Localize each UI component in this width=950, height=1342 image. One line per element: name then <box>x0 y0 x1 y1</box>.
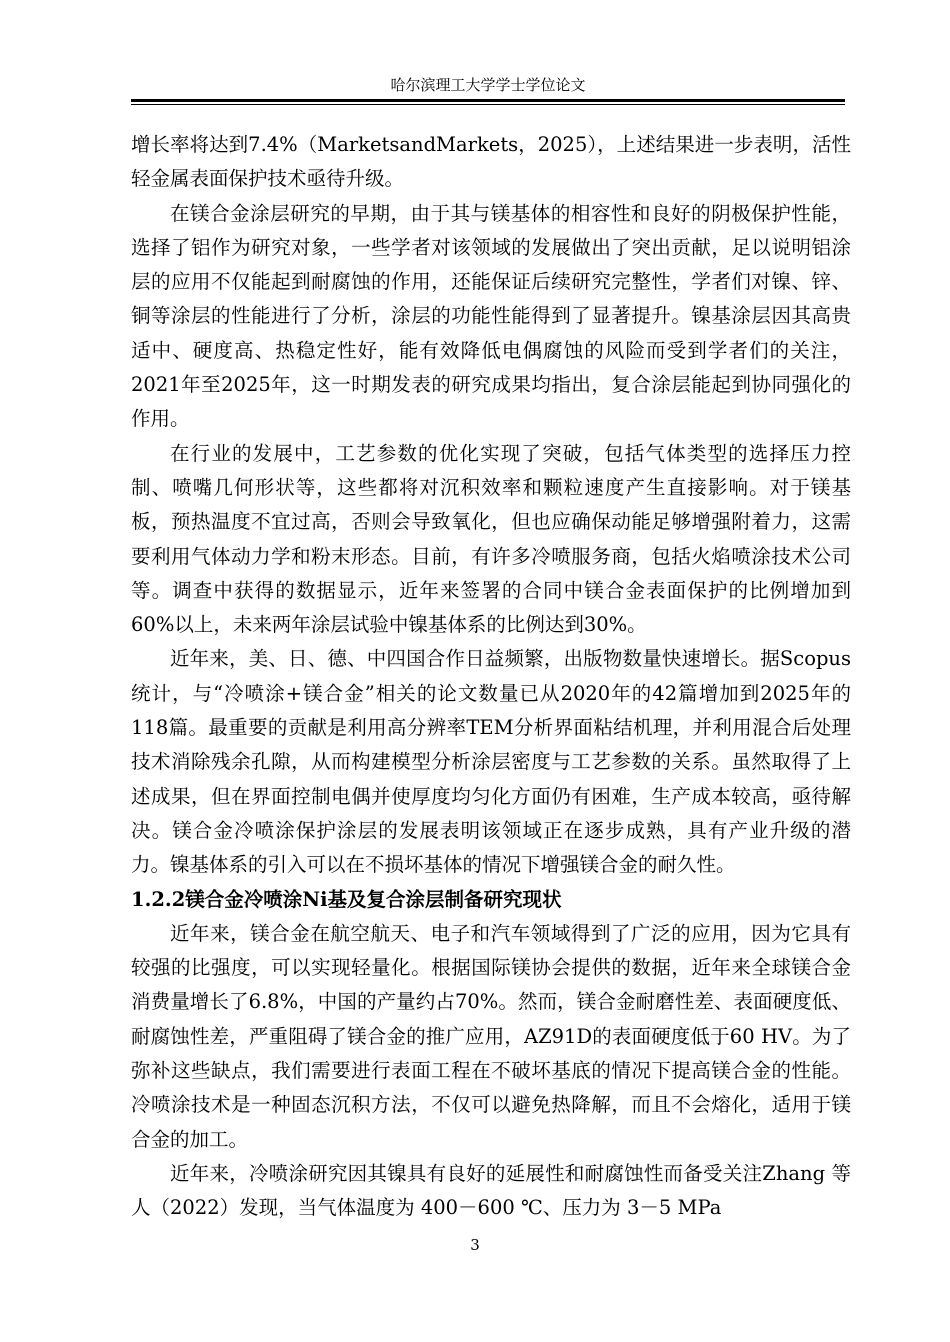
page-header-title: 哈尔滨理工大学学士学位论文 <box>390 76 586 94</box>
page-body <box>131 128 851 1226</box>
page-number: 3 <box>470 1236 480 1254</box>
header-rule-thin <box>131 104 845 105</box>
paragraph-6: 近年来，冷喷涂研究因其镍具有良好的延展性和耐腐蚀性而备受关注Zhang 等人（2022）发现，当气体温度为 400－600 ℃、压力为 3－5 MPa <box>131 1161 851 1220</box>
paragraph-5: 近年来，镁合金在航空航天、电子和汽车领域得到了广泛的应用，因为它具有较强的比强度，可以实现轻量化。根据国际镁协会提供的数据，近年来全球镁合金消费量增长了6.8%，中国的产量约占70%。然而，镁合金耐磨性差、表面硬度低、耐腐蚀性差，严重阻碍了镁合金的推广应用，AZ91D的表面硬度低于60 HV。为了弥补这些缺点，我们需要进行表面工程在不破坏基底的情况下提高镁合金的性能。冷喷涂技术是一种固态沉积方法，不仅可以避免热降解，而且不会熔化，适用于镁合金的加工。 <box>131 921 851 1151</box>
paragraph-1: 增长率将达到7.4%（MarketsandMarkets，2025），上述结果进一步表明，活性轻金属表面保护技术亟待升级。 <box>131 133 851 191</box>
paragraph-3: 在行业的发展中，工艺参数的优化实现了突破，包括气体类型的选择压力控制、喷嘴几何形状等，这些都将对沉积效率和颗粒速度产生直接影响。对于镁基板，预热温度不宜过高，否则会导致氧化，但也应确保动能足够增强附着力，这需要利用气体动力学和粉末形态。目前，有许多冷喷服务商，包括火焰喷涂技术公司等。调查中获得的数据显示，近年来签署的合同中镁合金表面保护的比例增加到60%以上，未来两年涂层试验中镍基体系的比例达到30%。 <box>131 441 851 637</box>
paragraph-4: 近年来，美、日、德、中四国合作日益频繁，出版物数量快速增长。据Scopus统计，与“冷喷涂+镁合金”相关的论文数量已从2020年的42篇增加到2025年的118篇。最重要的贡献是利用高分辨率TEM分析界面粘结机理，并利用混合后处理技术消除残余孔隙，从而构建模型分析涂层密度与工艺参数的关系。虽然取得了上述成果，但在界面控制电偶并使厚度均匀化方面仍有困难，生产成本较高，亟待解决。镁合金冷喷涂保护涂层的发展表明该领域正在逐步成熟，具有产业升级的潜力。镍基体系的引入可以在不损坏基体的情况下增强镁合金的耐久性。 <box>131 647 851 877</box>
section-heading: 1.2.2镁合金冷喷涂Ni基及复合涂层制备研究现状 <box>131 887 562 911</box>
paragraph-2: 在镁合金涂层研究的早期，由于其与镁基体的相容性和良好的阴极保护性能，选择了铝作为研究对象，一些学者对该领域的发展做出了突出贡献，足以说明铝涂层的应用不仅能起到耐腐蚀的作用，还能保证后续研究完整性，学者们对镍、锌、铜等涂层的性能进行了分析，涂层的功能性能得到了显著提升。镍基涂层因其高贵适中、硬度高、热稳定性好，能有效降低电偶腐蚀的风险而受到学者们的关注，2021年至2025年，这一时期发表的研究成果均指出，复合涂层能起到协同强化的作用。 <box>131 201 851 431</box>
header-rule-thick <box>131 99 845 102</box>
